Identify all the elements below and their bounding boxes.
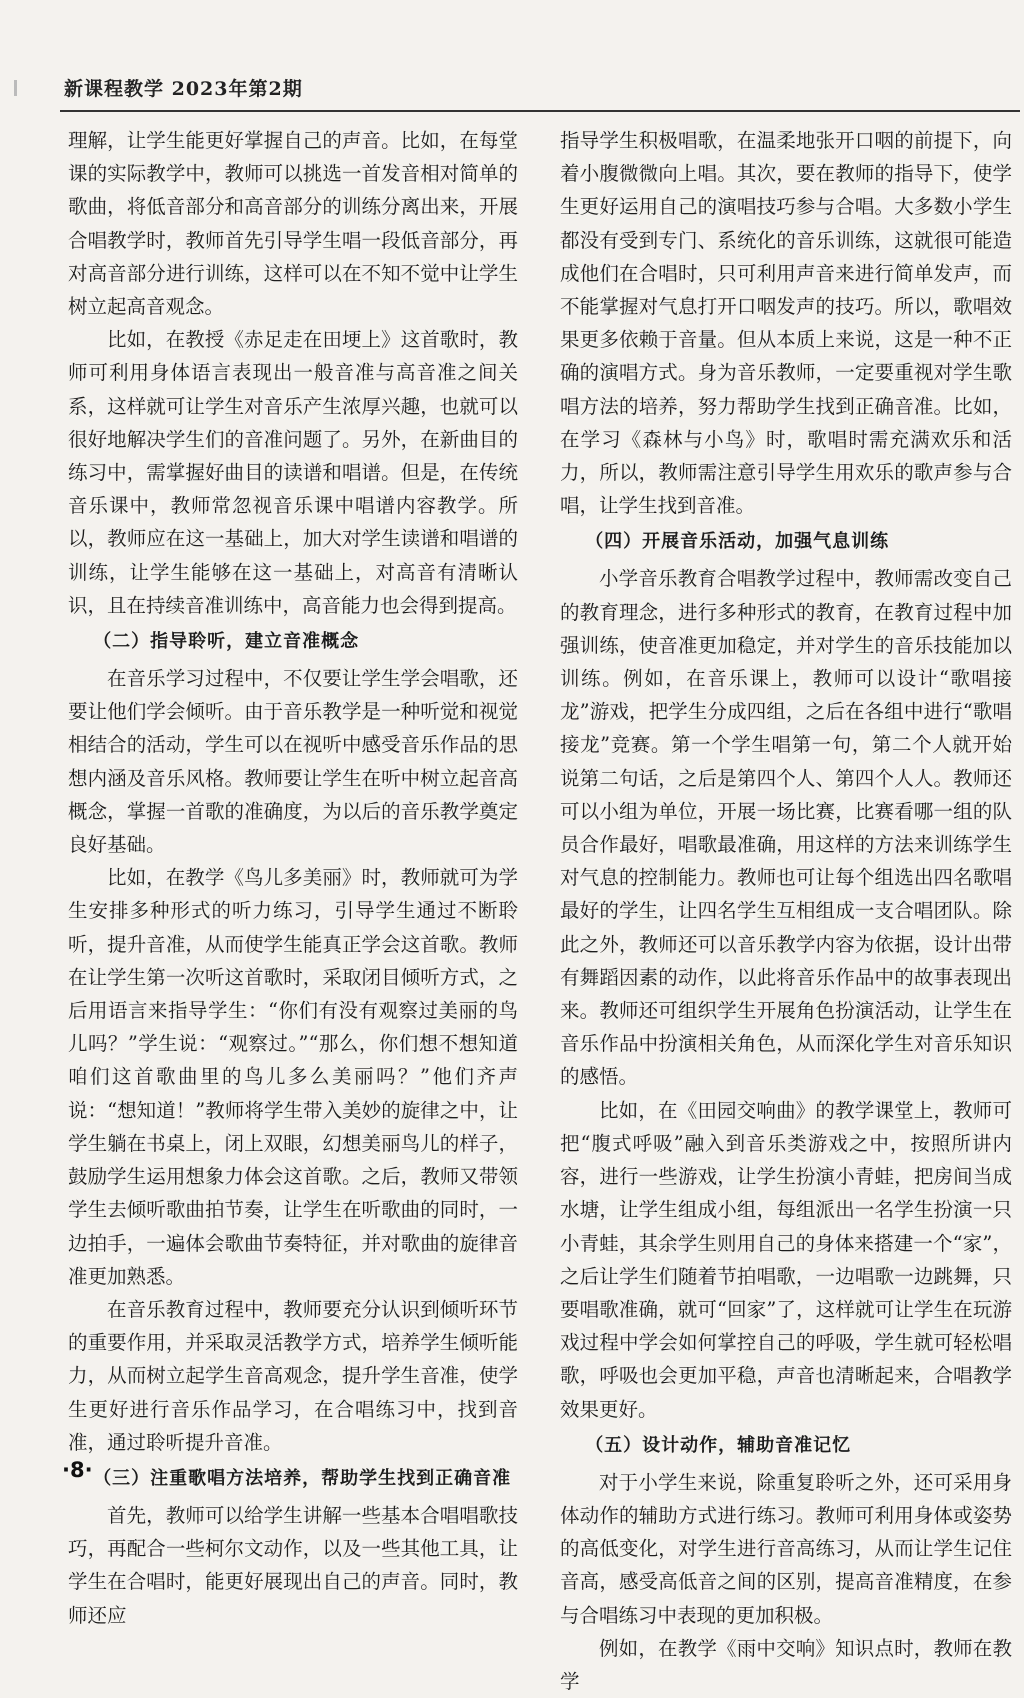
section-heading: （四）开展音乐活动，加强气息训练 [585, 531, 890, 553]
paragraph: 理解，让学生能更好掌握自己的声音。比如，在每堂课的实际教学中，教师可以挑选一首发音相对简单的歌曲，将低音部分和高音部分的训练分离出来，开展合唱教学时，教师首先引导学生唱一段低音部分，再对高音部分进行训练，这样可以在不知不觉中让学生树立起高音观念。 [68, 129, 518, 319]
right-column [560, 124, 1012, 1698]
paragraph: 对于小学生来说，除重复聆听之外，还可采用身体动作的辅助方式进行练习。教师可利用身体或姿势的高低变化，对学生进行音高练习，从而让学生记住音高，感受高低音之间的区别，提高音准精度，在参与合唱练习中表现的更加积极。 [560, 1470, 1012, 1627]
journal-header: 新课程教学 2023年第2期 [64, 78, 303, 100]
scan-edge-mark [14, 80, 17, 96]
section-heading: （二）指导聆听，建立音准概念 [93, 631, 360, 653]
paragraph: 首先，教师可以给学生讲解一些基本合唱唱歌技巧，再配合一些柯尔文动作，以及一些其他工具，让学生在合唱时，能更好展现出自己的声音。同时，教师还应 [68, 1503, 518, 1627]
page-number: ·8· [62, 1458, 93, 1482]
header-rule [60, 110, 1020, 112]
paragraph: 在音乐学习过程中，不仅要让学生学会唱歌，还要让他们学会倾听。由于音乐教学是一种听觉和视觉相结合的活动，学生可以在视听中感受音乐作品的思想内涵及音乐风格。教师要让学生在听中树立起音高概念，掌握一首歌的准确度，为以后的音乐教学奠定良好基础。 [68, 667, 518, 857]
paragraph: 在音乐教育过程中，教师要充分认识到倾听环节的重要作用，并采取灵活教学方式，培养学生倾听能力，从而树立起学生音高观念，提升学生音准，使学生更好进行音乐作品学习，在合唱练习中，找到音准，通过聆听提升音准。 [68, 1297, 518, 1454]
paragraph: 指导学生积极唱歌，在温柔地张开口咽的前提下，向着小腹微微向上唱。其次，要在教师的指导下，使学生更好运用自己的演唱技巧参与合唱。大多数小学生都没有受到专门、系统化的音乐训练，这就很可能造成他们在合唱时，只可利用声音来进行简单发声，而不能掌握对气息打开口咽发声的技巧。所以，歌唱效果更多依赖于音量。但从本质上来说，这是一种不正确的演唱方式。身为音乐教师，一定要重视对学生歌唱方法的培养，努力帮助学生找到正确音准。比如，在学习《森林与小鸟》时，歌唱时需充满欢乐和活力，所以，教师需注意引导学生用欢乐的歌声参与合唱，让学生找到音准。 [560, 129, 1012, 518]
section-heading: （五）设计动作，辅助音准记忆 [585, 1434, 852, 1456]
paragraph: 比如，在教学《鸟儿多美丽》时，教师就可为学生安排多种形式的听力练习，引导学生通过不断聆听，提升音准，从而使学生能真正学会这首歌。教师在让学生第一次听这首歌时，采取闭目倾听方式，之后用语言来指导学生：“你们有没有观察过美丽的鸟儿吗？”学生说：“观察过。”“那么，你们想不想知道咱们这首歌曲里的鸟儿多么美丽吗？”他们齐声说：“想知道！”教师将学生带入美妙的旋律之中，让学生躺在书桌上，闭上双眼，幻想美丽鸟儿的样子，鼓励学生运用想象力体会这首歌。之后，教师又带领学生去倾听歌曲拍节奏，让学生在听歌曲的同时，一边拍手，一遍体会歌曲节奏特征，并对歌曲的旋律音准更加熟悉。 [68, 866, 518, 1288]
paragraph: 比如，在教授《赤足走在田埂上》这首歌时，教师可利用身体语言表现出一般音准与高音准之间关系，这样就可让学生对音乐产生浓厚兴趣，也就可以很好地解决学生们的音准问题了。另外，在新曲目的练习中，需掌握好曲目的读谱和唱谱。但是，在传统音乐课中，教师常忽视音乐课中唱谱内容教学。所以，教师应在这一基础上，加大对学生读谱和唱谱的训练，让学生能够在这一基础上，对高音有清晰认识，且在持续音准训练中，高音能力也会得到提高。 [68, 328, 518, 617]
paragraph: 小学音乐教育合唱教学过程中，教师需改变自己的教育理念，进行多种形式的教育，在教育过程中加强训练，使音准更加稳定，并对学生的音乐技能加以训练。例如，在音乐课上，教师可以设计“歌唱接龙”游戏，把学生分成四组，之后在各组中进行“歌唱接龙”竞赛。第一个学生唱第一句，第二个人就开始说第二句话，之后是第四个人、第四个人人。教师还可以小组为单位，开展一场比赛，比赛看哪一组的队员合作最好，唱歌最准确，用这样的方法来训练学生对气息的控制能力。教师也可让每个组选出四名歌唱最好的学生，让四名学生互相组成一支合唱团队。除此之外，教师还可以音乐教学内容为依据，设计出带有舞蹈因素的动作，以此将音乐作品中的故事表现出来。教师还可组织学生开展角色扮演活动，让学生在音乐作品中扮演相关角色，从而深化学生对音乐知识的感悟。 [560, 567, 1012, 1089]
paragraph: 比如，在《田园交响曲》的教学课堂上，教师可把“腹式呼吸”融入到音乐类游戏之中，按照所讲内容，进行一些游戏，让学生扮演小青蛙，把房间当成水塘，让学生组成小组，每组派出一名学生扮演一只小青蛙，其余学生则用自己的身体来搭建一个“家”，之后让学生们随着节拍唱歌，一边唱歌一边跳舞，只要唱歌准确，就可“回家”了，这样就可让学生在玩游戏过程中学会如何掌控自己的呼吸，学生就可轻松唱歌，呼吸也会更加平稳，声音也清晰起来，合唱教学效果更好。 [560, 1098, 1012, 1421]
left-column [68, 124, 518, 1632]
section-heading: （三）注重歌唱方法培养，帮助学生找到正确音准 [93, 1467, 512, 1489]
paragraph: 例如，在教学《雨中交响》知识点时，教师在教学 [560, 1636, 1012, 1693]
